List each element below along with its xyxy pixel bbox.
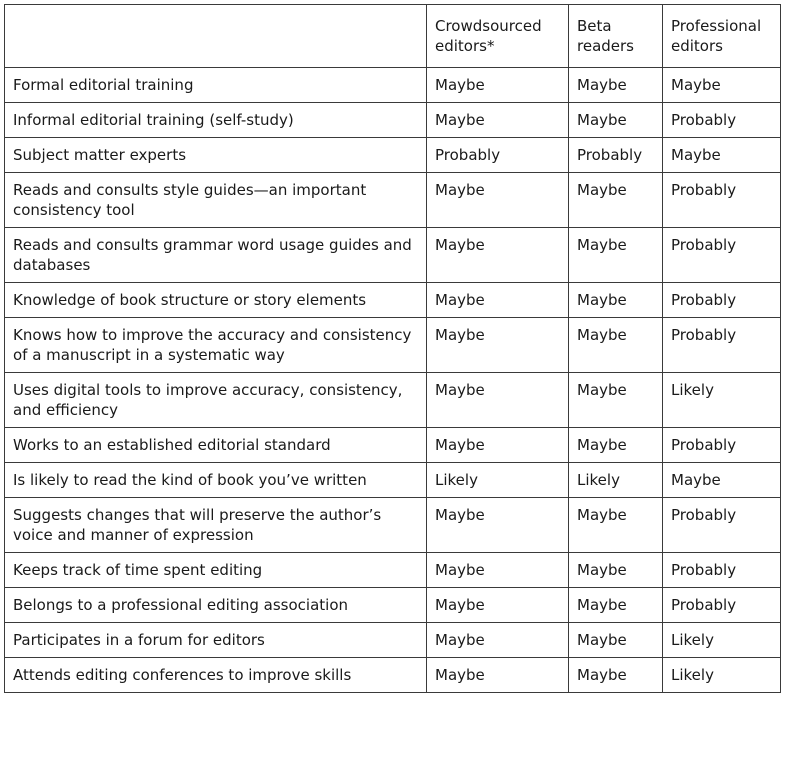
criterion-cell: Is likely to read the kind of book you’ve written: [5, 463, 427, 498]
beta-cell: Maybe: [569, 283, 663, 318]
professional-cell: Likely: [663, 658, 781, 693]
criterion-cell: Informal editorial training (self-study): [5, 103, 427, 138]
crowdsourced-cell: Maybe: [427, 623, 569, 658]
table-row: [5, 463, 781, 498]
crowdsourced-cell: Maybe: [427, 103, 569, 138]
beta-cell: Maybe: [569, 623, 663, 658]
professional-cell: Probably: [663, 588, 781, 623]
comparison-table: [4, 4, 781, 693]
table-row: [5, 498, 781, 553]
crowdsourced-cell: Maybe: [427, 228, 569, 283]
crowdsourced-cell: Maybe: [427, 283, 569, 318]
table-body: [5, 5, 781, 693]
table-row: [5, 428, 781, 463]
professional-cell: Probably: [663, 228, 781, 283]
table-row: [5, 373, 781, 428]
professional-cell: Likely: [663, 623, 781, 658]
professional-cell: Probably: [663, 173, 781, 228]
beta-cell: Likely: [569, 463, 663, 498]
table-row: [5, 588, 781, 623]
criterion-cell: Attends editing conferences to improve skills: [5, 658, 427, 693]
header-row: [5, 5, 781, 68]
beta-cell: Maybe: [569, 428, 663, 463]
professional-cell: Likely: [663, 373, 781, 428]
criterion-cell: Subject matter experts: [5, 138, 427, 173]
table-row: [5, 138, 781, 173]
crowdsourced-cell: Maybe: [427, 553, 569, 588]
table-row: [5, 173, 781, 228]
header-cell-crowdsourced-editors: Crowdsourced editors*: [427, 5, 569, 68]
beta-cell: Maybe: [569, 498, 663, 553]
beta-cell: Maybe: [569, 173, 663, 228]
criterion-cell: Keeps track of time spent editing: [5, 553, 427, 588]
crowdsourced-cell: Maybe: [427, 658, 569, 693]
crowdsourced-cell: Maybe: [427, 428, 569, 463]
criterion-cell: Suggests changes that will preserve the author’s voice and manner of expression: [5, 498, 427, 553]
criterion-cell: Reads and consults grammar word usage guides and databases: [5, 228, 427, 283]
table-row: [5, 68, 781, 103]
professional-cell: Probably: [663, 553, 781, 588]
header-cell-professional-editors: Professional editors: [663, 5, 781, 68]
criterion-cell: Knowledge of book structure or story elements: [5, 283, 427, 318]
professional-cell: Probably: [663, 318, 781, 373]
header-cell-empty: [5, 5, 427, 68]
beta-cell: Maybe: [569, 373, 663, 428]
professional-cell: Probably: [663, 103, 781, 138]
header-cell-beta-readers: Beta readers: [569, 5, 663, 68]
criterion-cell: Formal editorial training: [5, 68, 427, 103]
criterion-cell: Belongs to a professional editing association: [5, 588, 427, 623]
crowdsourced-cell: Probably: [427, 138, 569, 173]
beta-cell: Maybe: [569, 318, 663, 373]
table-row: [5, 623, 781, 658]
beta-cell: Maybe: [569, 553, 663, 588]
criterion-cell: Works to an established editorial standard: [5, 428, 427, 463]
criterion-cell: Reads and consults style guides—an important consistency tool: [5, 173, 427, 228]
professional-cell: Maybe: [663, 463, 781, 498]
professional-cell: Probably: [663, 498, 781, 553]
beta-cell: Maybe: [569, 228, 663, 283]
beta-cell: Maybe: [569, 68, 663, 103]
criterion-cell: Participates in a forum for editors: [5, 623, 427, 658]
professional-cell: Maybe: [663, 68, 781, 103]
crowdsourced-cell: Maybe: [427, 588, 569, 623]
crowdsourced-cell: Maybe: [427, 373, 569, 428]
crowdsourced-cell: Likely: [427, 463, 569, 498]
beta-cell: Maybe: [569, 103, 663, 138]
table-row: [5, 658, 781, 693]
table-row: [5, 103, 781, 138]
professional-cell: Maybe: [663, 138, 781, 173]
beta-cell: Maybe: [569, 658, 663, 693]
crowdsourced-cell: Maybe: [427, 68, 569, 103]
table-row: [5, 318, 781, 373]
crowdsourced-cell: Maybe: [427, 318, 569, 373]
criterion-cell: Knows how to improve the accuracy and consistency of a manuscript in a systematic way: [5, 318, 427, 373]
crowdsourced-cell: Maybe: [427, 498, 569, 553]
beta-cell: Maybe: [569, 588, 663, 623]
criterion-cell: Uses digital tools to improve accuracy, consistency, and efficiency: [5, 373, 427, 428]
beta-cell: Probably: [569, 138, 663, 173]
table-row: [5, 283, 781, 318]
professional-cell: Probably: [663, 283, 781, 318]
professional-cell: Probably: [663, 428, 781, 463]
crowdsourced-cell: Maybe: [427, 173, 569, 228]
table-row: [5, 228, 781, 283]
table-row: [5, 553, 781, 588]
